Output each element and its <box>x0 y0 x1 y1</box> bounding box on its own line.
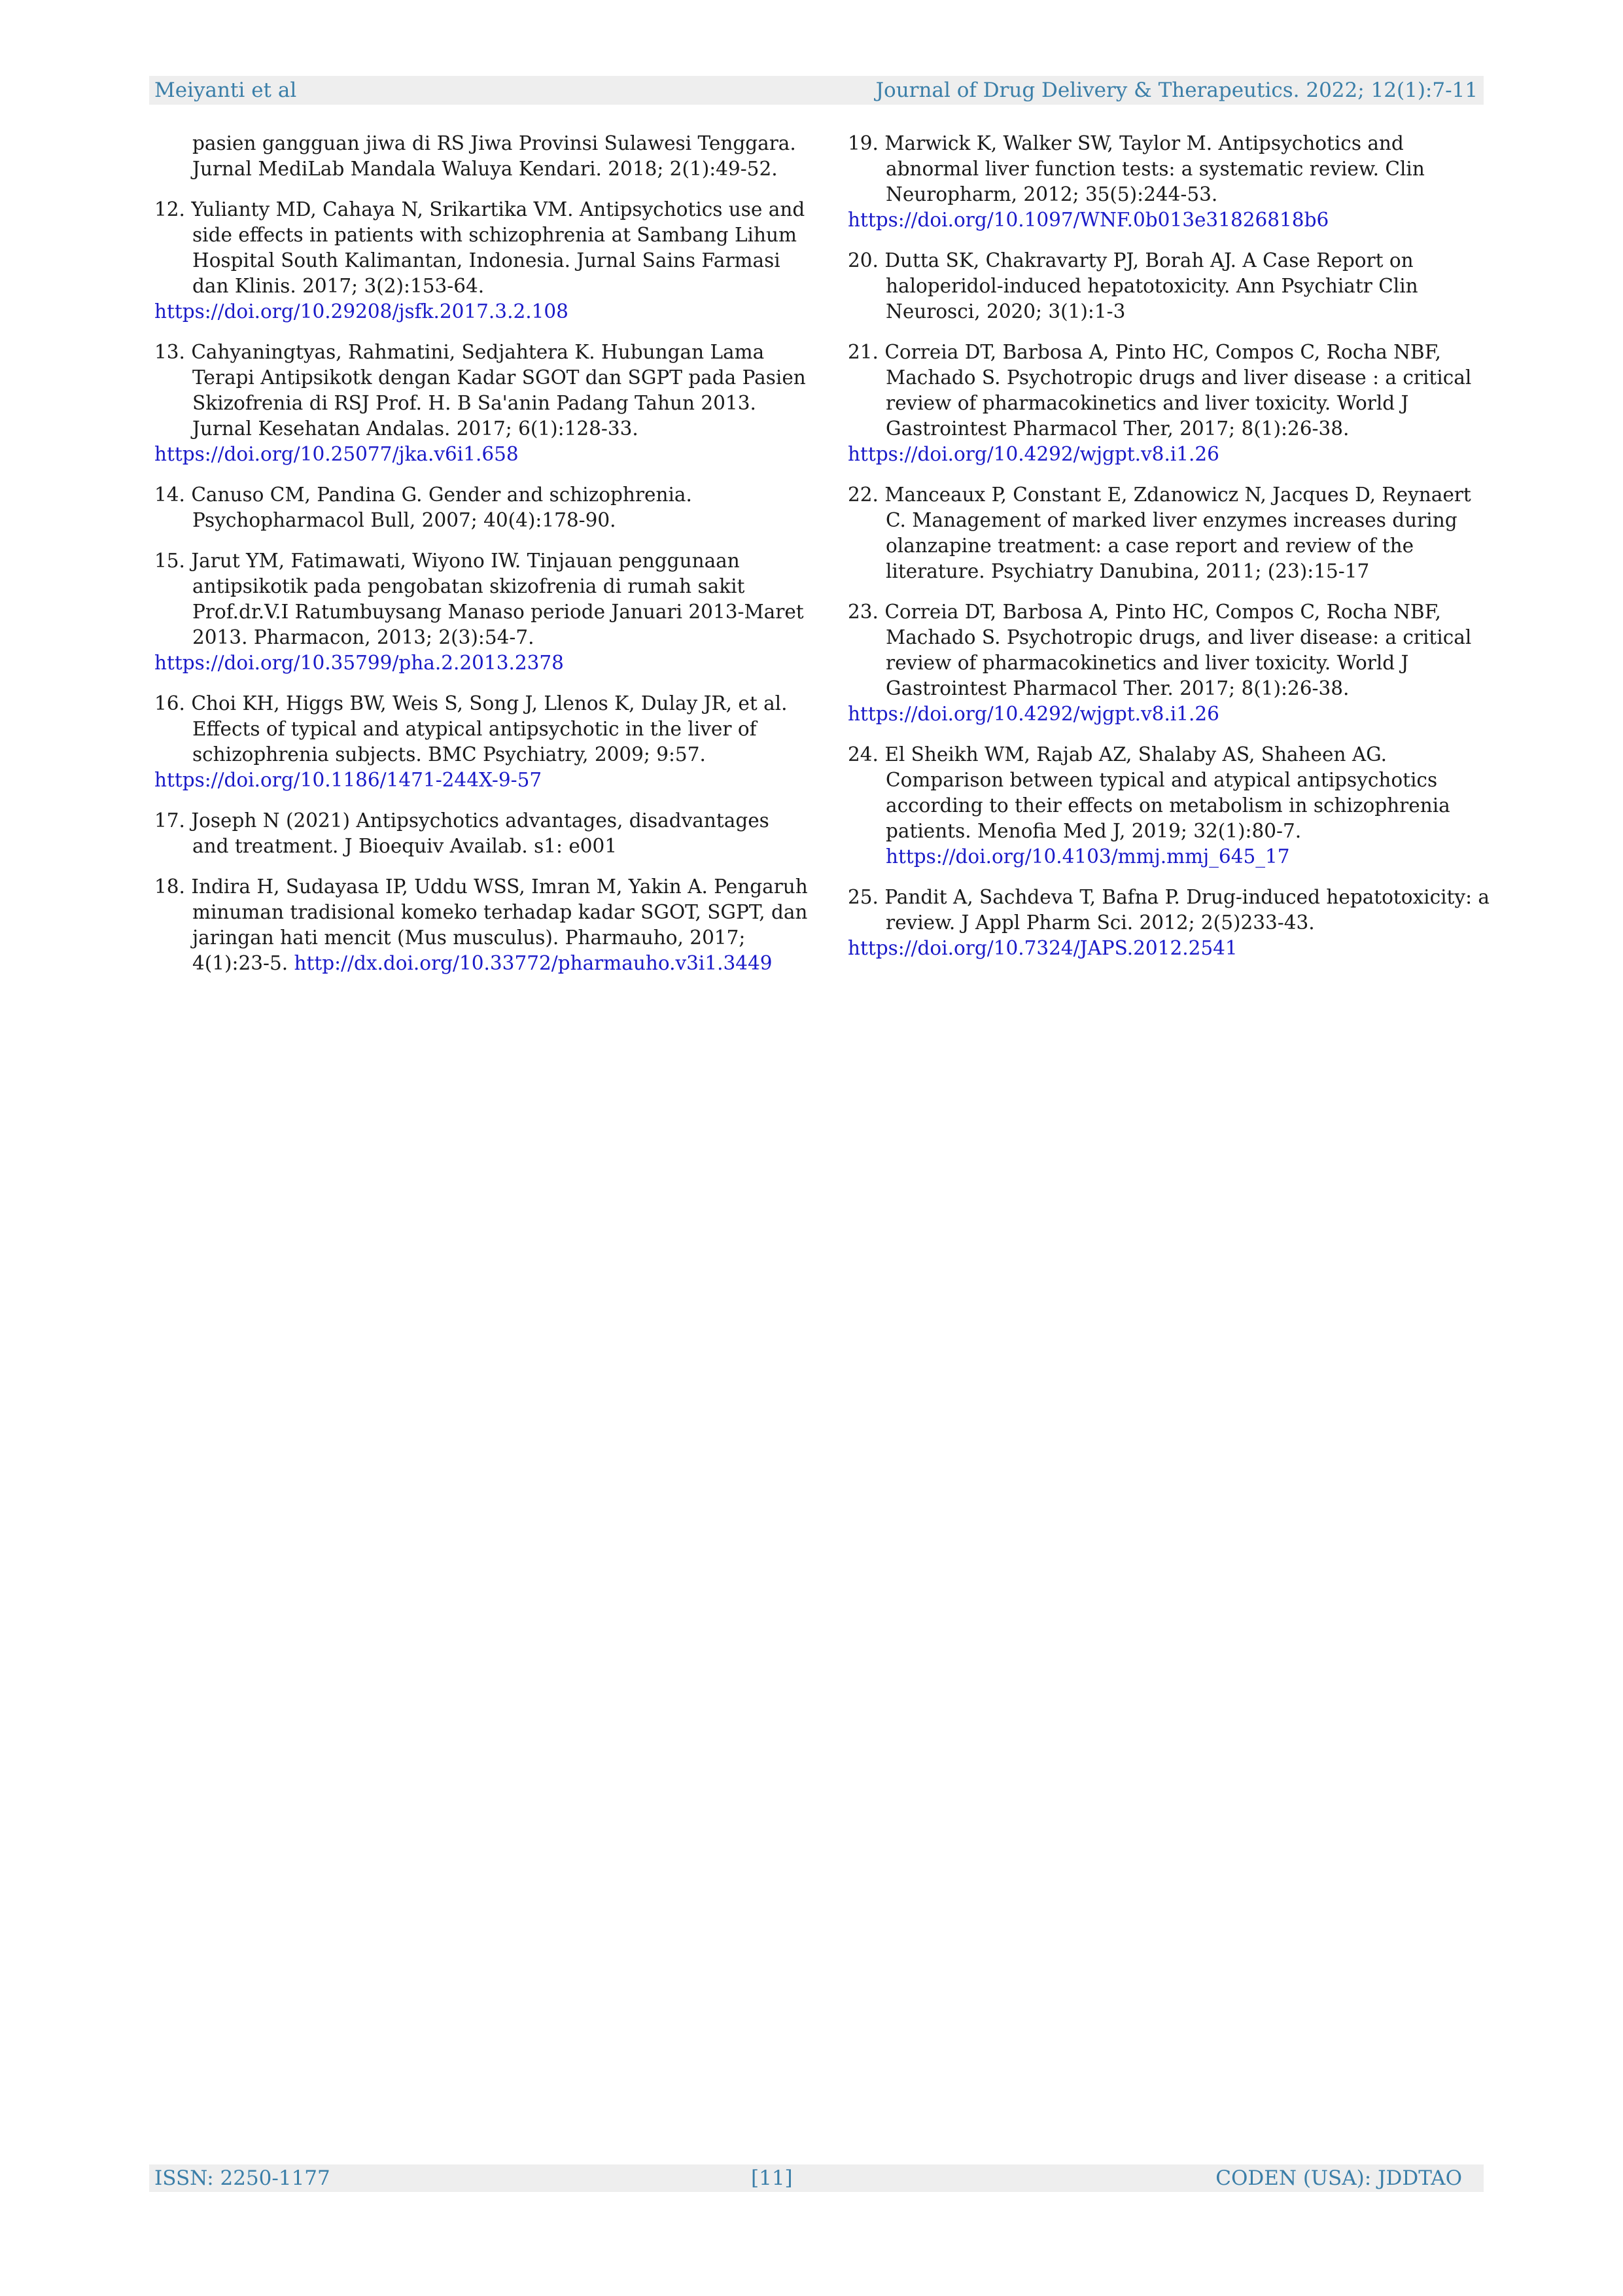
reference-doi-link[interactable]: http://dx.doi.org/10.33772/pharmauho.v3i1.3449 <box>294 952 773 974</box>
reference-text: Joseph N (2021) Antipsychotics advantages, disadvantages and treatment. J Bioequiv Availab. s1: e001 <box>191 809 769 857</box>
reference-item <box>848 482 1492 584</box>
reference-item <box>848 599 1492 727</box>
reference-text: Marwick K, Walker SW, Taylor M. Antipsychotics and abnormal liver function tests: a systematic review. Clin Neuropharm, 2012; 35(5):244-53. <box>884 132 1425 205</box>
reference-doi-link[interactable]: https://doi.org/10.1097/WNF.0b013e31826818b6 <box>848 209 1329 231</box>
reference-item <box>154 340 809 467</box>
reference-text: Yulianty MD, Cahaya N, Srikartika VM. Antipsychotics use and side effects in patients with schizophrenia at Sambang Lihum Hospital South Kalimantan, Indonesia. Jurnal Sains Farmasi dan Klinis. 2017; 3(2):153-64. <box>191 198 805 297</box>
reference-text: Correia DT, Barbosa A, Pinto HC, Compos C, Rocha NBF, Machado S. Psychotropic drugs and liver disease : a critical review of pharmacokinetics and liver toxicity. World J Gastrointest Pharmacol Ther, 2017; 8(1):26-38. <box>884 341 1472 440</box>
reference-item <box>848 131 1492 233</box>
reference-item <box>154 808 809 859</box>
reference-doi-link[interactable]: https://doi.org/10.7324/JAPS.2012.2541 <box>848 937 1238 959</box>
reference-number: 15. <box>154 550 185 572</box>
reference-number: 12. <box>154 198 185 221</box>
reference-item <box>154 482 809 533</box>
reference-text: Dutta SK, Chakravarty PJ, Borah AJ. A Case Report on haloperidol-induced hepatotoxicity. Ann Psychiatr Clin Neurosci, 2020; 3(1):1-3 <box>884 249 1418 323</box>
reference-doi-link[interactable]: https://doi.org/10.1186/1471-244X-9-57 <box>154 769 542 791</box>
reference-item <box>154 548 809 676</box>
reference-text: El Sheikh WM, Rajab AZ, Shalaby AS, Shaheen AG. Comparison between typical and atypical antipsychotics according to their effects on metabolism in schizophrenia patients. Menofia Med J, 2019; 32(1):80-7. <box>884 743 1450 842</box>
references-right-column <box>848 131 1492 976</box>
page-number: [11] <box>751 2166 793 2190</box>
reference-doi-link[interactable]: https://doi.org/10.4103/mmj.mmj_645_17 <box>886 845 1290 868</box>
reference-item <box>848 340 1492 467</box>
reference-item <box>848 248 1492 325</box>
reference-doi-link[interactable]: https://doi.org/10.35799/pha.2.2013.2378 <box>154 652 564 674</box>
reference-text: Choi KH, Higgs BW, Weis S, Song J, Llenos K, Dulay JR, et al. Effects of typical and atypical antipsychotic in the liver of schizophrenia subjects. BMC Psychiatry, 2009; 9:57. <box>191 692 788 766</box>
reference-text: Pandit A, Sachdeva T, Bafna P. Drug-induced hepatotoxicity: a review. J Appl Pharm Sci. 2012; 2(5)233-43. <box>884 886 1490 934</box>
reference-item <box>154 131 809 182</box>
reference-doi-link[interactable]: https://doi.org/10.4292/wjgpt.v8.i1.26 <box>848 703 1219 725</box>
footer-issn: ISSN: 2250-1177 <box>154 2166 330 2190</box>
reference-number: 23. <box>848 601 879 623</box>
reference-text: Jarut YM, Fatimawati, Wiyono IW. Tinjauan penggunaan antipsikotik pada pengobatan skizofrenia di rumah sakit Prof.dr.V.I Ratumbuysang Manaso periode Januari 2013-Maret 2013. Pharmacon, 2013; 2(3):54-7. <box>191 550 804 648</box>
footer-coden: CODEN (USA): JDDTAO <box>1215 2166 1462 2190</box>
reference-doi-link[interactable]: https://doi.org/10.25077/jka.v6i1.658 <box>154 443 519 465</box>
references-left-column <box>154 131 809 991</box>
reference-item <box>154 197 809 325</box>
reference-text: Canuso CM, Pandina G. Gender and schizophrenia. Psychopharmacol Bull, 2007; 40(4):178-90. <box>191 484 692 531</box>
reference-text: Correia DT, Barbosa A, Pinto HC, Compos C, Rocha NBF, Machado S. Psychotropic drugs, and liver disease: a critical review of pharmacokinetics and liver toxicity. World J Gastrointest Pharmacol Ther. 2017; 8(1):26-38. <box>884 601 1472 699</box>
reference-number: 19. <box>848 132 879 154</box>
reference-number: 22. <box>848 484 879 506</box>
reference-number: 21. <box>848 341 879 363</box>
reference-item <box>154 691 809 793</box>
reference-text: Indira H, Sudayasa IP, Uddu WSS, Imran M, Yakin A. Pengaruh minuman tradisional komeko terhadap kadar SGOT, SGPT, dan jaringan hati mencit (Mus musculus). Pharmauho, 2017; 4(1):23-5. <box>191 875 808 974</box>
reference-number: 17. <box>154 809 185 832</box>
reference-item <box>848 742 1492 870</box>
running-head-journal: Journal of Drug Delivery & Therapeutics. 2022; 12(1):7-11 <box>875 79 1478 102</box>
reference-number: 13. <box>154 341 185 363</box>
reference-number: 24. <box>848 743 879 766</box>
reference-item <box>154 874 809 976</box>
reference-text: Cahyaningtyas, Rahmatini, Sedjahtera K. Hubungan Lama Terapi Antipsikotk dengan Kadar SGOT dan SGPT pada Pasien Skizofrenia di RSJ Prof. H. B Sa'anin Padang Tahun 2013. Jurnal Kesehatan Andalas. 2017; 6(1):128-33. <box>191 341 806 440</box>
reference-text: pasien gangguan jiwa di RS Jiwa Provinsi Sulawesi Tenggara. Jurnal MediLab Mandala Waluya Kendari. 2018; 2(1):49-52. <box>192 132 796 180</box>
reference-doi-link[interactable]: https://doi.org/10.4292/wjgpt.v8.i1.26 <box>848 443 1219 465</box>
reference-item <box>848 885 1492 961</box>
reference-number: 20. <box>848 249 879 272</box>
reference-number: 14. <box>154 484 185 506</box>
running-head-authors: Meiyanti et al <box>154 79 297 102</box>
reference-number: 18. <box>154 875 185 898</box>
reference-number: 16. <box>154 692 185 715</box>
reference-text: Manceaux P, Constant E, Zdanowicz N, Jacques D, Reynaert C. Management of marked liver enzymes increases during olanzapine treatment: a case report and review of the literature. Psychiatry Danubina, 2011; (23):15-17 <box>884 484 1471 582</box>
reference-number: 25. <box>848 886 879 908</box>
reference-doi-link[interactable]: https://doi.org/10.29208/jsfk.2017.3.2.108 <box>154 300 568 323</box>
